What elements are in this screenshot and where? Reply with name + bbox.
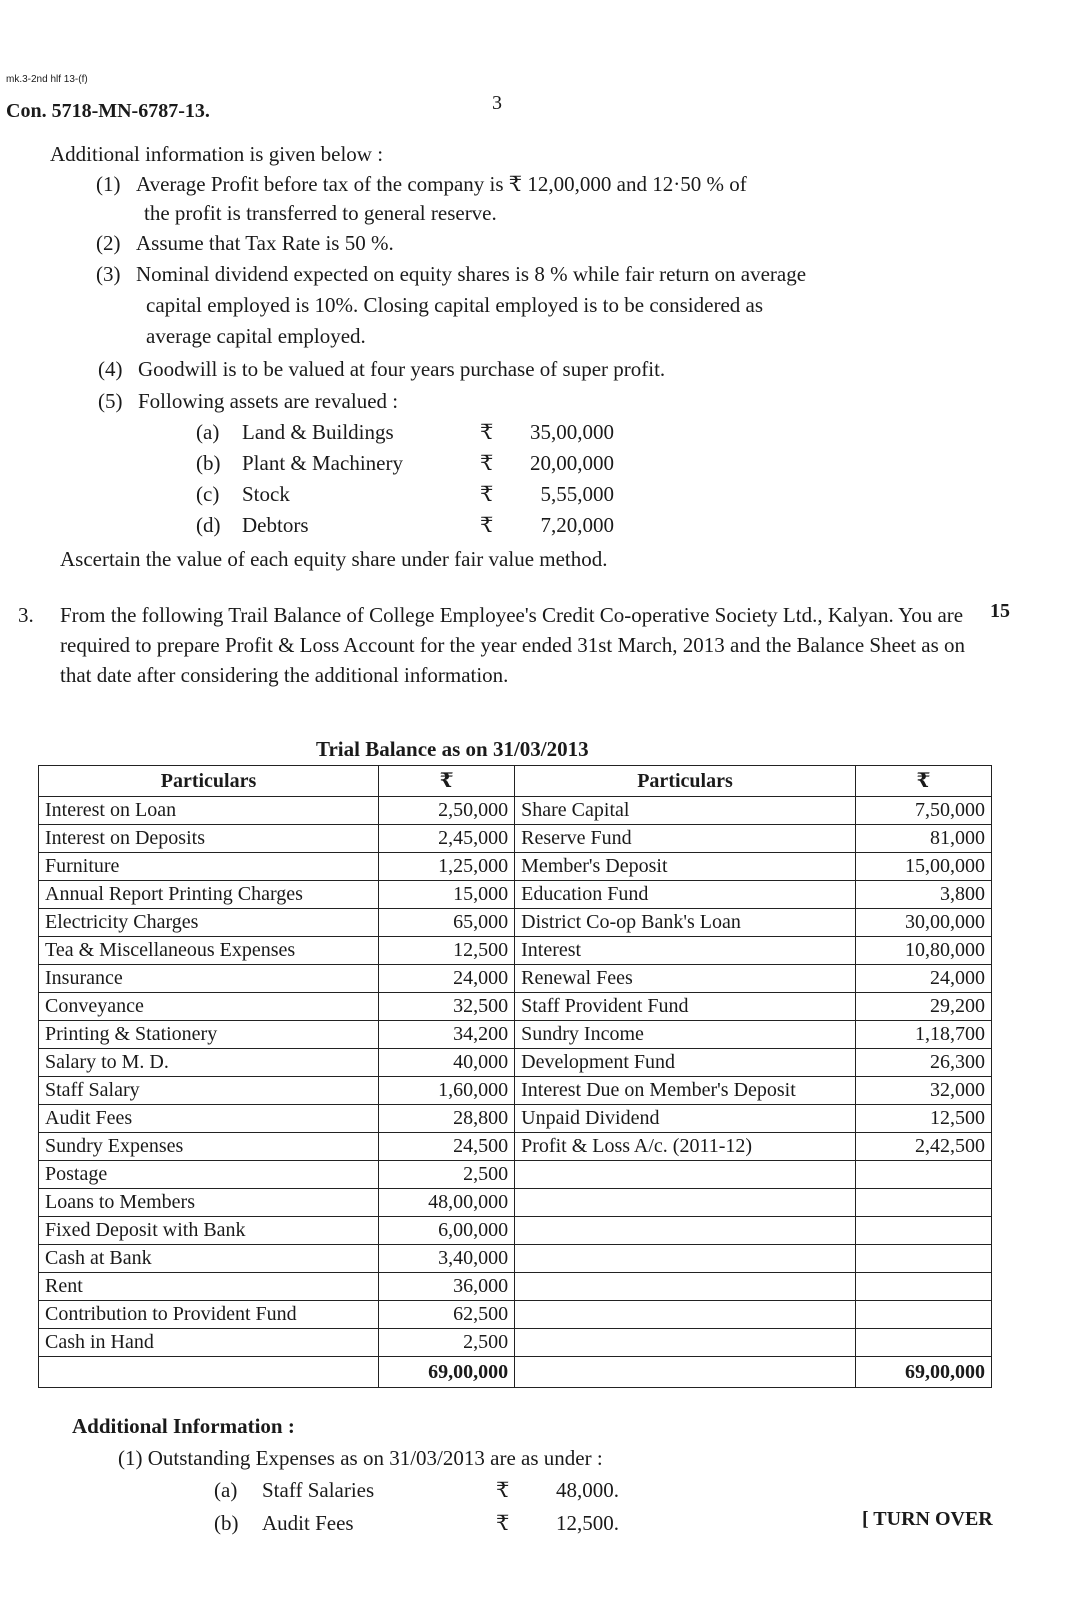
particulars-cell: Electricity Charges [39,909,379,937]
particulars-cell: Education Fund [515,881,856,909]
amount-cell: 1,25,000 [379,853,515,881]
additional-info-conclusion: Ascertain the value of each equity share under fair value method. [60,547,608,571]
amount-cell: 2,500 [379,1161,515,1189]
particulars-cell [515,1245,856,1273]
asset-label: (a) [196,420,220,444]
paper-small-code: mk.3-2nd hlf 13-(f) [6,74,88,85]
table-row [39,909,992,937]
info-item-1-cont: the profit is transferred to general reserve. [144,201,497,225]
amount-cell: 24,000 [855,965,991,993]
particulars-cell: Development Fund [515,1049,856,1077]
amount-cell: 29,200 [855,993,991,1021]
amount-cell: 12,500 [379,937,515,965]
asset-row [196,451,614,476]
trial-balance-table [38,765,992,1388]
particulars-cell: Share Capital [515,797,856,825]
asset-label: (c) [196,482,220,506]
particulars-cell: Fixed Deposit with Bank [39,1217,379,1245]
particulars-cell: Conveyance [39,993,379,1021]
info-item-4 [98,357,665,382]
column-header: ₹ [379,766,515,797]
table-row [39,1049,992,1077]
table-row [39,1077,992,1105]
amount-cell: 10,80,000 [855,937,991,965]
table-row [39,853,992,881]
amount-cell: 24,000 [379,965,515,993]
particulars-cell: Sundry Income [515,1021,856,1049]
amount-cell: 81,000 [855,825,991,853]
particulars-cell: Interest Due on Member's Deposit [515,1077,856,1105]
particulars-cell: District Co-op Bank's Loan [515,909,856,937]
particulars-cell: Sundry Expenses [39,1133,379,1161]
asset-name: Plant & Machinery [242,451,403,475]
info-item-3 [96,262,806,287]
amount-cell: 32,500 [379,993,515,1021]
question-text: From the following Trail Balance of College Employee's Credit Co-operative Society Ltd., Kalyan. You are required to prepare Profit & Loss Account for the year ended 31st March, 2013 and the Balance Sheet as on that date after considering the additional information. [60,603,966,687]
column-header: Particulars [39,766,379,797]
column-header: Particulars [515,766,856,797]
table-row [39,797,992,825]
particulars-cell: Contribution to Provident Fund [39,1301,379,1329]
asset-row [196,420,614,445]
table-row [39,1217,992,1245]
question-marks: 15 [990,600,1010,622]
asset-label: (b) [196,451,221,475]
particulars-cell: Reserve Fund [515,825,856,853]
particulars-cell [515,1301,856,1329]
table-row [39,1105,992,1133]
asset-name: Debtors [242,513,309,537]
rupee-symbol: ₹ [480,482,494,506]
amount-cell [855,1189,991,1217]
asset-value: 20,00,000 [530,451,614,475]
amount-cell: 3,40,000 [379,1245,515,1273]
outstanding-row [214,1511,619,1536]
particulars-cell [515,1161,856,1189]
particulars-cell [515,1329,856,1357]
table-row [39,1273,992,1301]
outstanding-value: 48,000. [556,1478,619,1502]
asset-label: (d) [196,513,221,537]
info-item-3-cont2: average capital employed. [146,324,366,348]
question-number: 3. [18,603,34,627]
info-item-number: (1) [96,172,121,196]
table-row [39,1245,992,1273]
table-row [39,1329,992,1357]
info-item-text: Goodwill is to be valued at four years purchase of super profit. [138,357,666,381]
rupee-symbol: ₹ [496,1478,510,1502]
table-body [39,797,992,1357]
table-cell [39,1357,379,1388]
amount-cell [855,1273,991,1301]
particulars-cell: Profit & Loss A/c. (2011-12) [515,1133,856,1161]
particulars-cell [515,1273,856,1301]
amount-cell: 48,00,000 [379,1189,515,1217]
outstanding-row [214,1478,619,1503]
particulars-cell: Postage [39,1161,379,1189]
outstanding-name: Staff Salaries [262,1478,375,1502]
amount-cell: 24,500 [379,1133,515,1161]
info-item-number: (4) [98,357,123,381]
particulars-cell: Renewal Fees [515,965,856,993]
particulars-cell: Tea & Miscellaneous Expenses [39,937,379,965]
table-row [39,881,992,909]
turn-over-label: [ TURN OVER [862,1508,993,1530]
table-row [39,993,992,1021]
info-item-1 [96,172,747,197]
particulars-cell: Furniture [39,853,379,881]
particulars-cell: Salary to M. D. [39,1049,379,1077]
info-item-number: (3) [96,262,121,286]
particulars-cell: Unpaid Dividend [515,1105,856,1133]
info-item-text: Nominal dividend expected on equity shares is 8 % while fair return on average [136,262,807,286]
amount-cell: 1,60,000 [379,1077,515,1105]
outstanding-label: (b) [214,1511,239,1535]
particulars-cell [515,1189,856,1217]
table-row [39,1189,992,1217]
info-item-5 [98,389,398,414]
table-total-row [39,1357,992,1388]
trial-balance-title: Trial Balance as on 31/03/2013 [316,737,589,761]
table-row [39,825,992,853]
amount-cell: 36,000 [379,1273,515,1301]
particulars-cell: Member's Deposit [515,853,856,881]
particulars-cell: Loans to Members [39,1189,379,1217]
asset-value: 7,20,000 [540,513,614,537]
table-row [39,1301,992,1329]
amount-cell: 2,500 [379,1329,515,1357]
particulars-cell: Interest on Loan [39,797,379,825]
particulars-cell: Interest [515,937,856,965]
amount-cell: 12,500 [855,1105,991,1133]
table-row [39,965,992,993]
amount-cell: 26,300 [855,1049,991,1077]
amount-cell [855,1217,991,1245]
asset-name: Stock [242,482,290,506]
total-debit: 69,00,000 [379,1357,515,1388]
particulars-cell: Audit Fees [39,1105,379,1133]
amount-cell: 6,00,000 [379,1217,515,1245]
info-item-number: (2) [96,231,121,255]
rupee-symbol: ₹ [480,451,494,475]
q3-additional-heading: Additional Information : [72,1414,295,1438]
particulars-cell: Interest on Deposits [39,825,379,853]
amount-cell: 15,000 [379,881,515,909]
rupee-symbol: ₹ [496,1511,510,1535]
particulars-cell: Cash at Bank [39,1245,379,1273]
amount-cell [855,1161,991,1189]
info-item-number: (5) [98,389,123,413]
amount-cell: 3,800 [855,881,991,909]
particulars-cell [515,1217,856,1245]
particulars-cell: Staff Provident Fund [515,993,856,1021]
particulars-cell: Rent [39,1273,379,1301]
asset-row [196,482,614,507]
particulars-cell: Insurance [39,965,379,993]
outstanding-value: 12,500. [556,1511,619,1535]
particulars-cell: Staff Salary [39,1077,379,1105]
table-row [39,1133,992,1161]
page-number: 3 [492,92,502,114]
table-row [39,1021,992,1049]
info-item-3-cont1: capital employed is 10%. Closing capital employed is to be considered as [146,293,764,317]
paper-code: Con. 5718-MN-6787-13. [6,100,210,122]
amount-cell: 28,800 [379,1105,515,1133]
amount-cell: 15,00,000 [855,853,991,881]
rupee-symbol: ₹ [480,420,494,444]
particulars-cell: Printing & Stationery [39,1021,379,1049]
info-item-text: Following assets are revalued : [138,389,399,413]
outstanding-name: Audit Fees [262,1511,354,1535]
amount-cell [855,1245,991,1273]
column-header: ₹ [855,766,991,797]
table-row [39,937,992,965]
table-header-row [39,766,992,797]
amount-cell: 32,000 [855,1077,991,1105]
particulars-cell: Annual Report Printing Charges [39,881,379,909]
info-item-text: Assume that Tax Rate is 50 %. [136,231,394,255]
amount-cell: 2,42,500 [855,1133,991,1161]
amount-cell [855,1301,991,1329]
table-row [39,1161,992,1189]
amount-cell: 65,000 [379,909,515,937]
amount-cell: 40,000 [379,1049,515,1077]
asset-value: 35,00,000 [530,420,614,444]
info-item-2 [96,231,394,256]
amount-cell: 1,18,700 [855,1021,991,1049]
table-cell [515,1357,856,1388]
amount-cell: 2,50,000 [379,797,515,825]
amount-cell: 7,50,000 [855,797,991,825]
amount-cell: 34,200 [379,1021,515,1049]
q3-additional-item-1: (1) Outstanding Expenses as on 31/03/2013 are as under : [118,1446,603,1470]
amount-cell: 62,500 [379,1301,515,1329]
info-item-text: Average Profit before tax of the company is ₹ 12,00,000 and 12·50 % of [136,172,747,196]
amount-cell: 2,45,000 [379,825,515,853]
amount-cell: 30,00,000 [855,909,991,937]
asset-name: Land & Buildings [242,420,394,444]
rupee-symbol: ₹ [480,513,494,537]
amount-cell [855,1329,991,1357]
asset-value: 5,55,000 [540,482,614,506]
additional-info-intro: Additional information is given below : [50,142,384,166]
total-credit: 69,00,000 [855,1357,991,1388]
particulars-cell: Cash in Hand [39,1329,379,1357]
outstanding-label: (a) [214,1478,238,1502]
asset-row [196,513,614,538]
